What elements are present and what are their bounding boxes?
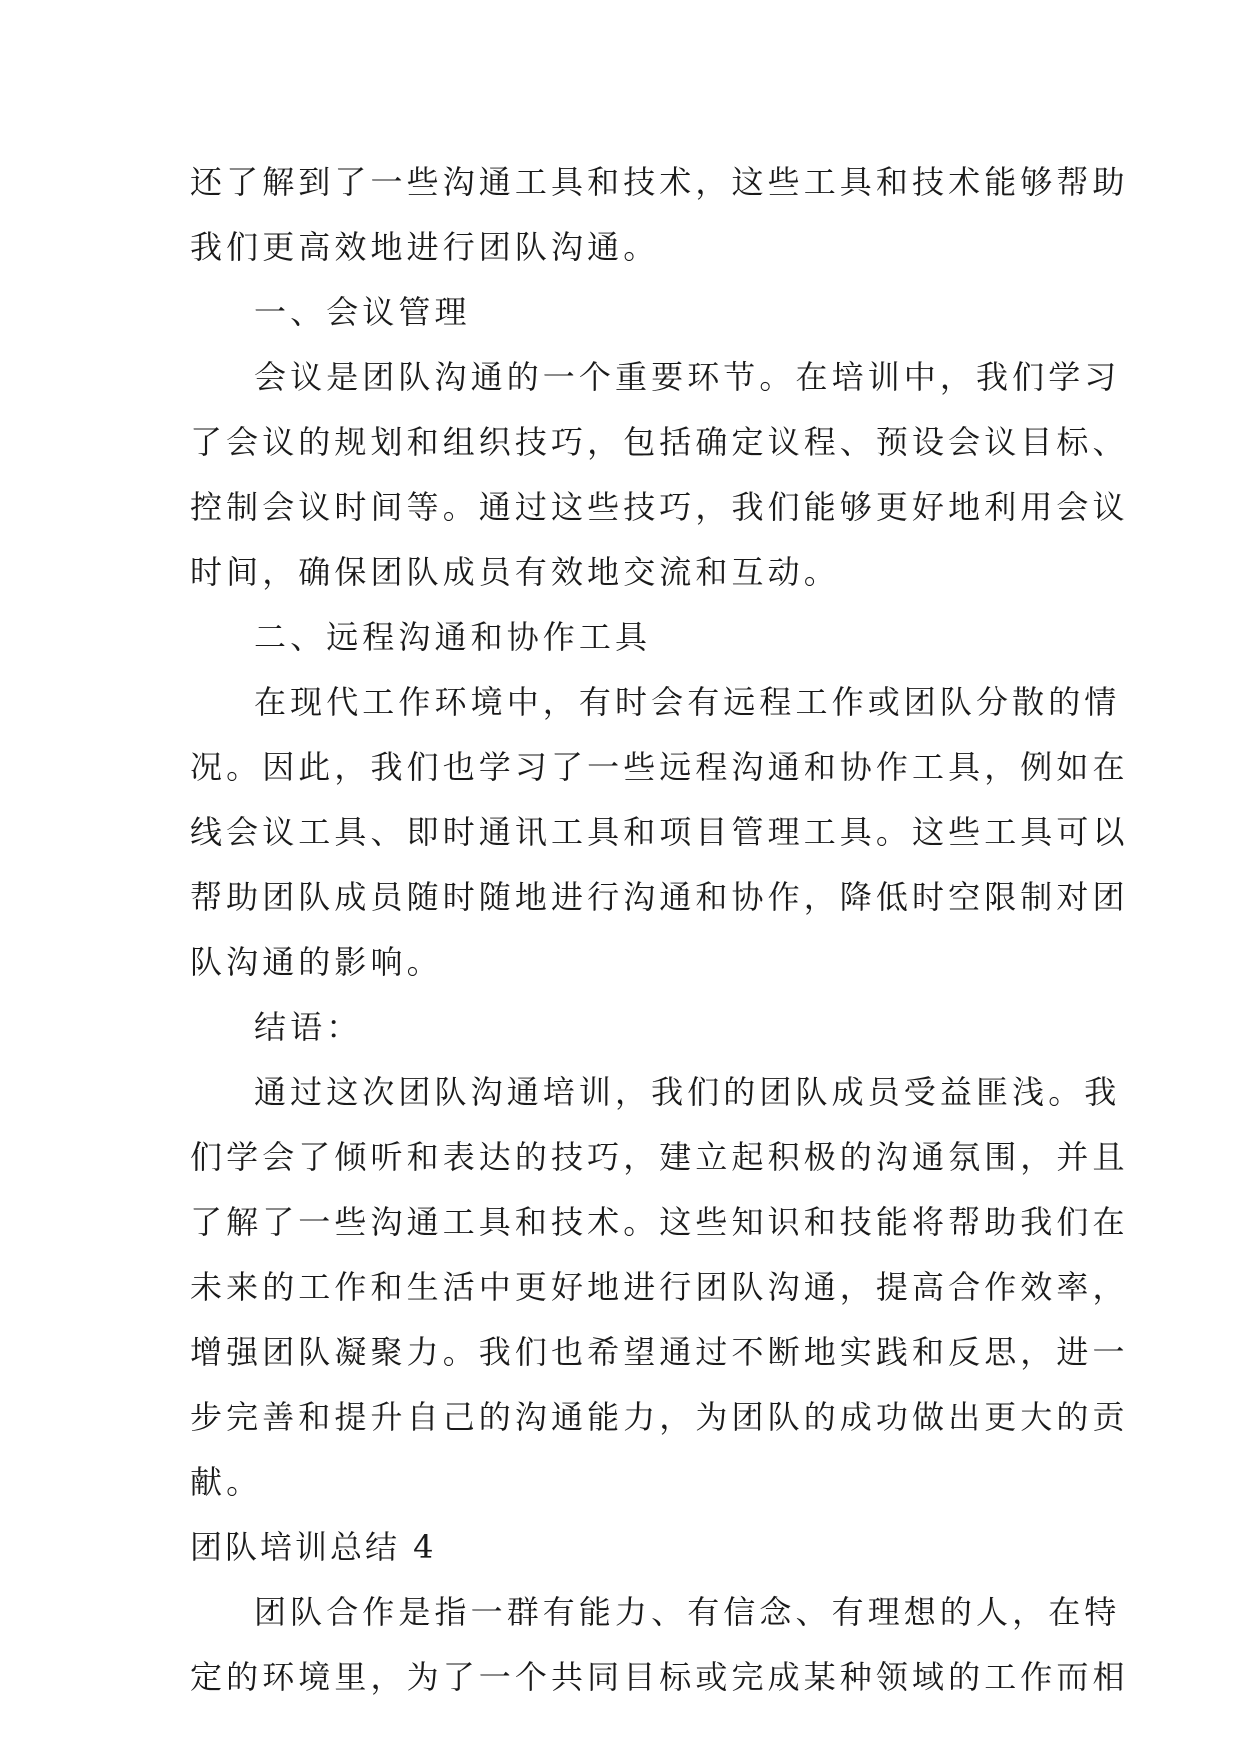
paragraph-line: 帮助团队成员随时随地进行沟通和协作，降低时空限制对团 [190,878,1129,916]
paragraph-line: 会议是团队沟通的一个重要环节。在培训中，我们学习 [254,358,1121,396]
paragraph-line: 团队合作是指一群有能力、有信念、有理想的人，在特 [254,1593,1121,1631]
paragraph-line: 控制会议时间等。通过这些技巧，我们能够更好地利用会议 [190,488,1129,526]
document-body [190,150,1129,1710]
section-heading-remote-tools: 二、远程沟通和协作工具 [254,618,652,656]
paragraph-line: 们学会了倾听和表达的技巧，建立起积极的沟通氛围，并且 [190,1138,1129,1176]
paragraph-line: 定的环境里，为了一个共同目标或完成某种领域的工作而相 [190,1658,1129,1696]
section-heading-conclusion: 结语： [254,1008,363,1046]
section-heading-meeting-management: 一、会议管理 [254,293,471,331]
paragraph-line: 了会议的规划和组织技巧，包括确定议程、预设会议目标、 [190,423,1129,461]
paragraph-line: 队沟通的影响。 [190,943,443,981]
paragraph-line: 步完善和提升自己的沟通能力，为团队的成功做出更大的贡 [190,1398,1129,1436]
paragraph-line: 未来的工作和生活中更好地进行团队沟通，提高合作效率， [190,1268,1129,1306]
paragraph-line: 线会议工具、即时通讯工具和项目管理工具。这些工具可以 [190,813,1129,851]
paragraph-line: 增强团队凝聚力。我们也希望通过不断地实践和反思，进一 [190,1333,1129,1371]
paragraph-line: 还了解到了一些沟通工具和技术，这些工具和技术能够帮助 [190,163,1129,201]
paragraph-line: 通过这次团队沟通培训，我们的团队成员受益匪浅。我 [254,1073,1121,1111]
paragraph-line: 了解了一些沟通工具和技术。这些知识和技能将帮助我们在 [190,1203,1129,1241]
paragraph-line: 我们更高效地进行团队沟通。 [190,228,660,266]
paragraph-line: 献。 [190,1463,263,1501]
paragraph-line: 在现代工作环境中，有时会有远程工作或团队分散的情 [254,683,1121,721]
paragraph-line: 时间，确保团队成员有效地交流和互动。 [190,553,840,591]
document-section-title: 团队培训总结 4 [190,1528,437,1566]
paragraph-line: 况。因此，我们也学习了一些远程沟通和协作工具，例如在 [190,748,1129,786]
